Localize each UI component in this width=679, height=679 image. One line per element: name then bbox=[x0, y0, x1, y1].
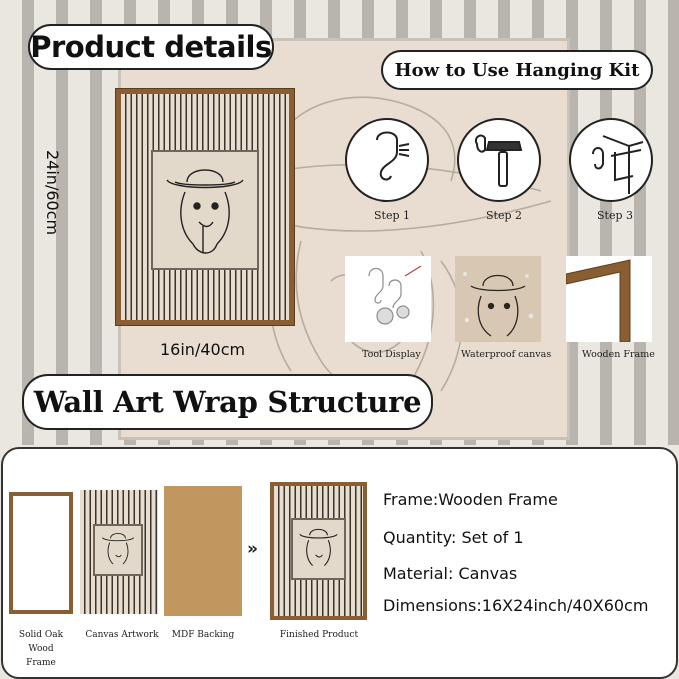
tool-hooks-icon bbox=[345, 256, 431, 342]
step-3-circle bbox=[569, 118, 653, 202]
height-dimension: 24in/60cm bbox=[43, 150, 62, 236]
dog-finished-icon bbox=[293, 520, 344, 578]
spec-quantity: Quantity: Set of 1 bbox=[383, 528, 524, 547]
arrow-icon: » bbox=[247, 539, 258, 559]
tool-display-photo bbox=[345, 256, 431, 342]
wooden-frame-label: Wooden Frame bbox=[582, 349, 655, 360]
finished-product-label: Finished Product bbox=[279, 630, 359, 640]
wrap-structure-title: Wall Art Wrap Structure bbox=[22, 374, 433, 430]
dog-artwork-icon bbox=[95, 526, 141, 574]
canvas-artwork-part bbox=[80, 490, 158, 614]
waterproof-canvas-photo bbox=[455, 256, 541, 342]
wall-hook-icon bbox=[347, 120, 427, 200]
hang-frame-icon bbox=[571, 120, 651, 200]
step-2-label: Step 2 bbox=[486, 209, 523, 222]
step-1-label: Step 1 bbox=[374, 209, 411, 222]
oak-frame-label: Solid Oak Wood Frame bbox=[18, 630, 64, 668]
frame-corner-icon bbox=[566, 256, 652, 342]
step-1-circle bbox=[345, 118, 429, 202]
mdf-backing-part bbox=[164, 486, 242, 616]
spec-frame: Frame:Wooden Frame bbox=[383, 490, 558, 509]
wooden-frame-photo bbox=[566, 256, 652, 342]
oak-frame-part bbox=[9, 492, 73, 614]
hammer-icon bbox=[459, 120, 539, 200]
hanging-kit-title: How to Use Hanging Kit bbox=[381, 50, 653, 90]
product-details-title: Product details bbox=[28, 24, 274, 70]
artwork-mat bbox=[151, 150, 259, 270]
width-dimension: 16in/40cm bbox=[160, 340, 246, 359]
spec-dimensions: Dimensions:16X24inch/40X60cm bbox=[383, 596, 649, 615]
step-2-circle bbox=[457, 118, 541, 202]
step-3-label: Step 3 bbox=[597, 209, 634, 222]
mdf-backing-label: MDF Backing bbox=[171, 630, 235, 640]
waterproof-canvas-label: Waterproof canvas bbox=[461, 349, 552, 360]
striped-canvas bbox=[121, 94, 289, 320]
framed-artwork-main bbox=[115, 88, 295, 326]
dog-cowboy-hat-icon bbox=[153, 152, 257, 268]
spec-material: Material: Canvas bbox=[383, 564, 518, 583]
dog-canvas-icon bbox=[455, 256, 541, 342]
tool-display-label: Tool Display bbox=[362, 349, 421, 360]
finished-product-part bbox=[270, 482, 367, 620]
canvas-artwork-label: Canvas Artwork bbox=[85, 630, 159, 640]
